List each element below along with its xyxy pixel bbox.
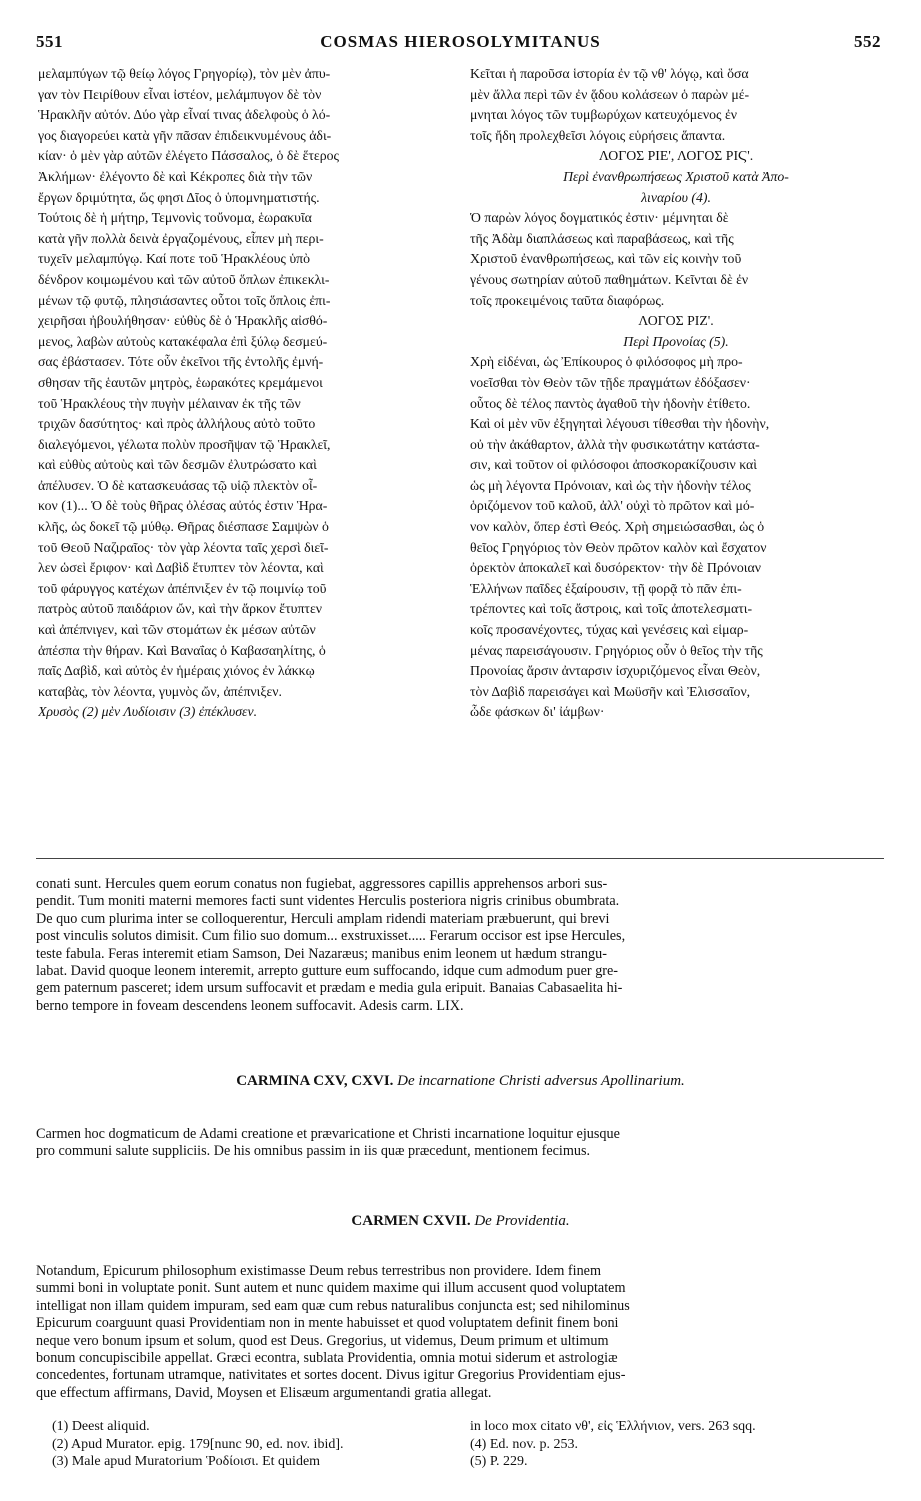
greek-text-line: κλῆς, ὡς δοκεῖ τῷ μύθῳ. Θῆρας διέσπασε Σαμψὼν ὁ [38,519,329,535]
section-heading-label: CARMEN CXVII. [351,1213,471,1229]
greek-text-line: Περὶ ἐνανθρωπήσεως Χριστοῦ κατὰ Ἀπο- [563,168,789,184]
greek-text-line: Προνοίας ἄρσιν ἀνταρσιν ἰσχυριζόμενος εἶναι Θεὸν, [470,663,761,679]
greek-text-line: Κεῖται ἡ παροῦσα ἱστορία ἐν τῷ νθ' λόγῳ, καὶ ὅσα [470,66,749,81]
latin-text-line: Notandum, Epicurum philosophum existimasse Deum rebus terrestribus non providere. Idem finem [36,1263,602,1279]
greek-text-line: οὐ τὴν ἀκάθαρτον, ἀλλὰ τὴν φυσικωτάτην κατάστα- [470,436,760,452]
page-number-left: 551 [36,32,63,51]
page-number-right: 552 [854,32,881,51]
greek-text-line: Περὶ Προνοίας (5). [623,333,729,349]
greek-text-line: τῆς Ἀδὰμ διαπλάσεως καὶ παραβάσεως, καὶ τῆς [470,230,734,246]
greek-text-line: μνηται λόγος τῶν τυμβωρύχων κατευχόμενος ἐν [470,107,737,123]
greek-text-line: καταβὰς, τὸν λέοντα, γυμνὸς ὤν, ἀπέπνιξεν. [38,683,282,699]
greek-text-line: κίαν· ὁ μὲν γὰρ αὐτῶν ἐλέγετο Πάσσαλος, ὁ δὲ ἕτερος [38,148,339,164]
latin-text-line: teste fabula. Feras interemit etiam Samson, Dei Nazaræus; manibus enim leonem ut hædum strangu- [36,945,607,962]
latin-text-line: pro communi salute suppliciis. De his omnibus passim in iis quæ præcedunt, mentionem fecimus. [36,1143,591,1160]
section-subheading: De Providentia. [474,1213,570,1229]
latin-text-line: post vinculis solutos dimisit. Cum filio suo domum... exstruxisset..... Ferarum occisor est ipse Hercules, [36,928,626,945]
footnote-line: (4) Ed. nov. p. 253. [470,1436,578,1452]
greek-text-line: μενος, λαβὼν αὐτοὺς κατακέφαλα ἐπὶ ξύλῳ δεσμεύ- [38,333,328,349]
greek-text-line: Χρὴ εἰδέναι, ὡς Ἐπίκουρος ὁ φιλόσοφος μὴ προ- [470,354,743,370]
greek-text-line: πατρὸς αὐτοῦ παιδάριον ὤν, καὶ τὴν ἄρκον ἔτυπτεν [38,601,322,617]
section-heading-carmen-117 [0,1213,921,1230]
greek-text-line: γαν τὸν Πειρίθουν εἶναι ἰστέον, μελάμπυγον δὲ τὸν [38,86,322,102]
footnote-line: (2) Apud Murator. epig. 179[nunc 90, ed. nov. ibid]. [52,1436,344,1452]
footnote-line: (1) Deest aliquid. [52,1419,150,1434]
greek-text-line: τοῖς ἤδη προλεχθεῖσι λόγοις εὑρήσεις ἅπαντα. [470,127,726,143]
greek-text-line: καὶ ἀπέπνιγεν, καὶ τῶν στομάτων ἐκ μέσων αὐτῶν [38,622,316,638]
greek-text-line: ἀπέλυσεν. Ὁ δὲ κατασκευάσας τῷ υἱῷ πλεκτὸν οἶ- [38,477,318,493]
greek-text-line: ΛΟΓΟΣ ΡΙΖ'. [638,313,714,329]
latin-translation-block-2 [36,1126,884,1161]
latin-text-line: pendit. Tum moniti materni memores facti sunt videntes Herculis posteriora nigris crinibus obumbrata. [36,893,620,910]
greek-text-line: Χριστοῦ ἐνανθρωπήσεως, καὶ τῶν εἰς κοινὴν τοῦ [470,251,742,267]
greek-text-line: ὡς μὴ λέγοντα Πρόνοιαν, καὶ ὡς τὴν ἡδονὴν τέλος [470,477,751,493]
greek-text-line: Χρυσὸς (2) μὲν Λυδίοισιν (3) ἐπέκλυσεν. [38,704,258,720]
greek-text-line: τοῦ Ἡρακλέους τὴν πυγὴν μέλαιναν ἐκ τῆς τῶν [38,395,301,411]
greek-text-line: σθησαν τῆς ἑαυτῶν μητρὸς, ἑωρακότες κρεμάμενοι [38,374,323,390]
footnotes-left [52,1418,462,1471]
greek-text-line: καὶ εὐθὺς αὐτοὺς καὶ τῶν δεσμῶν ἐλυτρώσατο καὶ [38,457,317,473]
latin-text-line: que effectum affirmans, David, Moysen et Elisæum argumentandi gratia allegat. [36,1384,492,1401]
greek-text-line: σας ἐβάστασεν. Τότε οὖν ἐκεῖνοι τῆς ἐντολῆς ἐμνή- [38,354,324,370]
greek-text-line: νοεῖσθαι τὸν Θεὸν τῶν τῇδε πραγμάτων ἐδόξασεν· [470,374,751,390]
greek-text-line: σιν, καὶ τοῦτον οἱ φιλόσοφοι ἀποσκορακίζουσιν καὶ [470,457,757,473]
greek-column-left [38,64,448,723]
latin-translation-block-1 [36,876,884,1015]
latin-text-line: conati sunt. Hercules quem eorum conatus non fugiebat, aggressores capillis apprehensos arbori sus- [36,876,608,892]
greek-text-line: μὲν ἄλλα περὶ τῶν ἐν ᾅδου κολάσεων ὁ παρὼν μέ- [470,86,750,102]
greek-column-right [470,64,882,723]
latin-text-line: De quo cum plurima inter se colloquerentur, Herculi amplam ridendi materiam præbuerunt, qui brevi [36,910,610,927]
column-separator-rule [36,858,884,859]
greek-text-line: παῖς Δαβὶδ, καὶ αὐτὸς ἐν ἡμέραις χιόνος ἐν λάκκῳ [38,663,315,679]
greek-text-line: Ἡρακλῆν αὐτόν. Δύο γὰρ εἶναί τινας ἀδελφοὺς ὁ λό- [38,107,331,123]
greek-text-line: ὀρεκτὸν ἀποκαλεῖ καὶ δυσόρεκτον· τὴν δὲ Πρόνοιαν [470,560,761,576]
greek-text-line: Καὶ οἱ μὲν νῦν ἐξηγηταὶ λέγουσι τίθεσθαι τὴν ἡδονὴν, [470,416,770,432]
greek-text-line: νον καλὸν, ὅπερ ἐστὶ Θεός. Χρὴ σημειώσασθαι, ὡς ὁ [470,519,765,535]
greek-text-line: γος διαγορεύει κατὰ γῆν πᾶσαν ἐπιδεικνυμένους ἀδι- [38,127,332,143]
greek-text-line: ὁριζόμενον τοῦ καλοῦ, ἀλλ' οὐχὶ τὸ πρῶτον καὶ μό- [470,498,755,514]
latin-text-line: neque vero bonum ipsum et solum, quod est Deus. Gregorius, ut videmus, Deum primum et ultimum [36,1332,609,1349]
greek-text-line: θεῖος Γρηγόριος τὸν Θεὸν πρῶτον καλὸν καὶ ἔσχατον [470,539,767,555]
greek-text-line: τοῦ φάρυγγος κατέχων ἀπέπνιξεν ἐν τῷ ποιμνίῳ τοῦ [38,580,327,596]
section-heading-carmina-115-116 [0,1073,921,1090]
footnote-line: (3) Male apud Muratorium Ῥοδίοισι. Et quidem [52,1454,321,1469]
greek-text-line: μένας παρεισάγουσιν. Γρηγόριος οὖν ὁ θεῖος τὴν τῆς [470,642,763,658]
greek-text-line: ἔργων δριμύτητα, ὥς φησι Δῖος ὁ ὑπομνηματιστής. [38,189,320,205]
greek-text-line: τριχῶν δασύτητος· καὶ πρὸς ἀλλήλους αὐτὸ τοῦτο [38,416,316,432]
footnote-line: in loco mox citato νθ', εἰς Ἑλλήνιον, vers. 263 sqq. [470,1419,756,1434]
greek-text-line: τοῦ Θεοῦ Ναζιραῖος· τὸν γὰρ λέοντα ταῖς χερσὶ διεῖ- [38,539,329,555]
greek-text-line: κατὰ γῆν πολλὰ δεινὰ ἐργαζομένους, εἶπεν μὴ περι- [38,230,324,246]
greek-text-line: κον (1)... Ὁ δὲ τοὺς θῆρας ὀλέσας αὐτός ἐστιν Ἡρα- [38,498,328,514]
running-title: COSMAS HIEROSOLYMITANUS [320,32,601,51]
greek-text-line: τυχεῖν μελαμπύγῳ. Καί ποτε τοῦ Ἡρακλέους ὑπὸ [38,251,311,267]
greek-text-line: χειρῆσαι ἠβουλήθησαν· εὐθὺς δὲ ὁ Ἡρακλῆς αἰσθό- [38,313,328,329]
latin-text-line: bonum concupiscibile appellat. Græci econtra, sublata Providentia, omnia motui siderum et astrologiæ [36,1349,618,1366]
greek-text-line: λεν ὡσεὶ ἔριφον· καὶ Δαβὶδ ἔτυπτεν τὸν λέοντα, καὶ [38,560,324,576]
latin-text-line: gem paternum pasceret; idem ursum suffocavit et prædam e media gula eripuit. Banaias Cabasaelita hi- [36,980,623,997]
greek-text-line: γένους σωτηρίαν αὐτοῦ παθημάτων. Κεῖνται δὲ ἐν [470,271,749,287]
footnotes-right [470,1418,884,1471]
greek-text-line: Ἑλλήνων παῖδες ἐξαίρουσιν, τῇ φορᾷ τὸ πᾶν ἐπι- [470,580,742,596]
latin-text-line: Epicurum coarguunt quasi Providentiam non in mente habuisset et quod voluptatem definit finem boni [36,1315,619,1332]
greek-text-line: ἀπέσπα τὴν θήραν. Καὶ Βαναΐας ὁ Καβασαηλίτης, ὁ [38,642,326,658]
greek-text-line: μελαμπύγων τῷ θείῳ λόγος Γρηγορίῳ), τὸν μὲν ἀπυ- [38,66,331,81]
greek-text-line: οὗτος δὲ τέλος παντὸς ἀγαθοῦ τὴν ἡδονὴν ἐτίθετο. [470,395,751,411]
section-heading-label: CARMINA CXV, CXVI. [236,1073,394,1089]
section-subheading: De incarnatione Christi adversus Apollinarium. [397,1073,685,1089]
greek-text-line: ὧδε φάσκων δι' ἰάμβων· [470,704,605,720]
greek-text-line: Ἀκλήμων· ἐλέγοντο δὲ καὶ Κέκροπες διὰ τὴν τῶν [38,168,313,184]
latin-text-line: berno tempore in foveam descendens leonem suffocavit. Adesis carm. LIX. [36,997,464,1014]
latin-text-line: labat. David quoque leonem interemit, arrepto gutture eum suffocando, idque cum admodum puer gre- [36,962,619,979]
greek-text-line: τοῖς προκειμένοις ταῦτα διαφόρως. [470,292,665,308]
greek-text-line: Ὁ παρὼν λόγος δογματικός ἐστιν· μέμνηται δὲ [470,210,729,226]
latin-text-line: summi boni in voluptate ponit. Sunt autem et nunc quidem maxime qui illum accusent quod voluptatem [36,1280,626,1297]
greek-text-line: δένδρον κοιμωμένου καὶ τῶν αὐτοῦ ὅπλων ἐπικεκλι- [38,271,330,287]
greek-text-line: Τούτοις δὲ ἡ μήτηρ, Τεμνονὶς τοὔνομα, ἑωρακυῖα [38,210,312,226]
latin-text-line: intelligat non illam quidem impuram, sed eam quæ cum rebus naturalibus conjuncta est; sed nihilominus [36,1297,630,1314]
greek-text-line: μένων τῷ φυτῷ, πλησιάσαντες οὗτοι τοῖς ὅπλοις ἐπι- [38,292,331,308]
greek-text-line: τὸν Δαβὶδ παρεισάγει καὶ Μωϋσῆν καὶ Ἐλισσαῖον, [470,683,751,699]
latin-text-line: concedentes, fortunam utramque, nativitates et sortes docent. Divus igitur Gregorius Providentiam ejus- [36,1367,626,1384]
greek-text-line: τρέποντες καὶ τοῖς ἄστροις, καὶ τοῖς ἀποτελεσματι- [470,601,753,617]
latin-translation-block-3 [36,1263,884,1402]
greek-text-line: λιναρίου (4). [641,189,711,205]
footnote-line: (5) P. 229. [470,1454,528,1469]
latin-text-line: Carmen hoc dogmaticum de Adami creatione et prævaricatione et Christi incarnatione loquitur ejusque [36,1126,620,1142]
greek-text-line: ΛΟΓΟΣ ΡΙΕ', ΛΟΓΟΣ ΡΙϚ'. [598,148,754,164]
greek-text-line: κοῖς προσανέχοντες, τύχας καὶ γενέσεις καὶ εἱμαρ- [470,622,749,638]
greek-text-line: διαλεγόμενοι, γέλωτα πολὺν προσῆψαν τῷ Ἡρακλεῖ, [38,436,331,452]
